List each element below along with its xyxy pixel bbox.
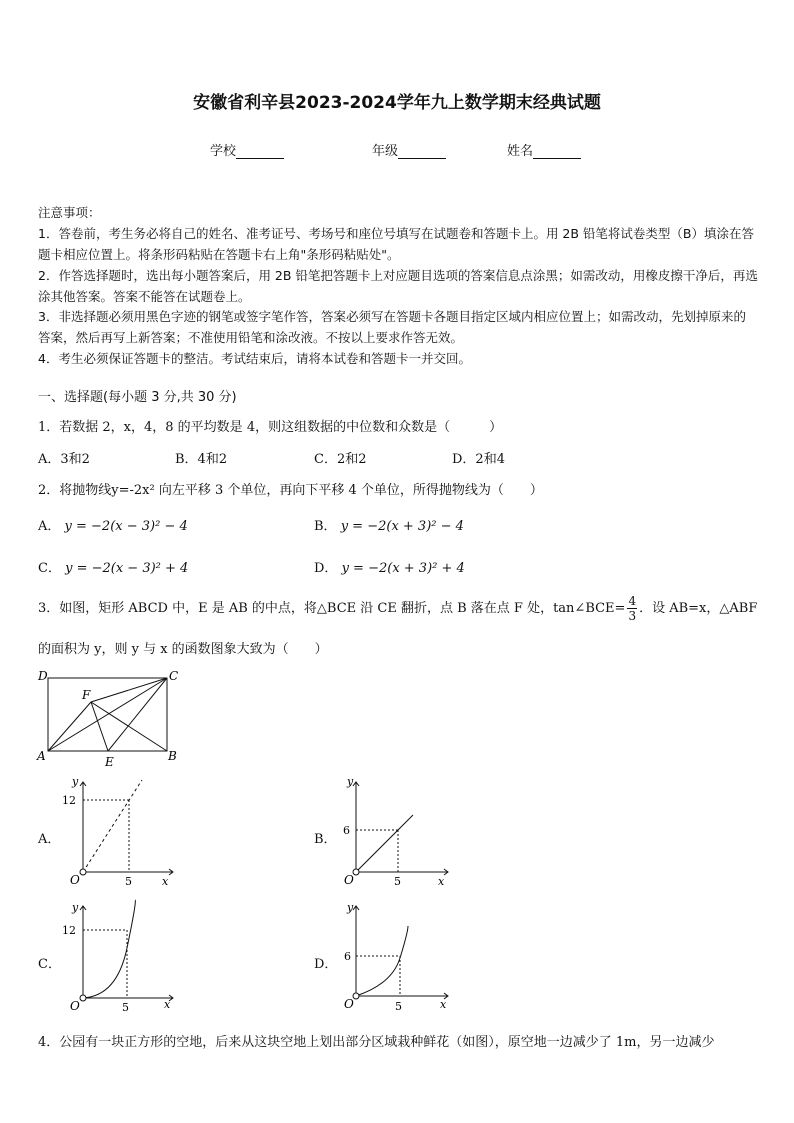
x-tick-label: 5 [394, 875, 401, 888]
x-tick-label: 5 [122, 1001, 129, 1014]
q1-stem: 1．若数据 2，x，4，8 的平均数是 4，则这组数据的中位数和众数是（ ） [38, 420, 503, 435]
label-f: F [82, 688, 91, 702]
y-tick-label: 12 [62, 794, 76, 807]
q3-option-b-label: B． [314, 832, 337, 847]
q3-option-d-label: D． [314, 957, 338, 972]
y-tick-label: 6 [344, 950, 351, 963]
label-c: C [169, 669, 179, 683]
section-heading: 一、选择题(每小题 3 分,共 30 分) [38, 390, 237, 405]
q3-option-c-label: C． [38, 957, 61, 972]
q2-option-b: B． y = −2(x + 3)² − 4 [314, 519, 464, 534]
axis-x-label: x [438, 875, 445, 888]
origin-label: O [70, 999, 80, 1013]
origin-label: O [344, 997, 354, 1011]
q2-stem: 2．将抛物线y=-2x² 向左平移 3 个单位，再向下平移 4 个单位，所得抛物线为（ ） [38, 483, 543, 498]
grade-field: 年级 [372, 140, 446, 159]
y-tick-label: 12 [62, 924, 76, 937]
q2-option-d: D． y = −2(x + 3)² + 4 [314, 561, 465, 576]
notice-item-4: 4．考生必须保证答题卡的整洁。考试结束后，请将本试卷和答题卡一并交回。 [38, 351, 471, 366]
origin-label: O [344, 873, 354, 887]
notice-item-2: 2．作答选择题时，选出每小题答案后，用 2B 铅笔把答题卡上对应题目选项的答案信息点涂黑；如需改动，用橡皮擦干净后，再选涂其他答案。答案不能答在试题卷上。 [38, 268, 758, 304]
q3-option-a-graph [55, 772, 185, 890]
q1-option-b: B．4和2 [175, 452, 228, 467]
x-tick-label: 5 [395, 1000, 402, 1013]
x-tick-label: 5 [125, 875, 132, 888]
q3-rectangle-figure [34, 666, 184, 770]
notice-item-3: 3．非选择题必须用黑色字迹的钢笔或签字笔作答，答案必须写在答题卡各题目指定区域内相应位置上；如需改动，先划掉原来的答案，然后再写上新答案；不准使用铅笔和涂改液。不按以上要求作答无效。 [38, 309, 746, 345]
q1-option-c: C．2和2 [314, 452, 367, 467]
q3-option-b-graph [330, 772, 460, 890]
axis-y-label: y [347, 901, 354, 914]
q4-stem: 4．公园有一块正方形的空地，后来从这块空地上划出部分区域栽种鲜花（如图），原空地一边减少了 1m，另一边减少 [38, 1035, 715, 1050]
page-title: 安徽省利辛县2023-2024学年九上数学期末经典试题 [193, 93, 601, 113]
q1-option-a: A．3和2 [38, 452, 90, 467]
q3-stem-line2: 的面积为 y，则 y 与 x 的函数图象大致为（ ） [38, 642, 328, 657]
axis-y-label: y [72, 901, 79, 914]
label-a: A [37, 749, 46, 763]
axis-x-label: x [164, 998, 171, 1011]
origin-label: O [70, 873, 80, 887]
q3-option-a-label: A． [38, 832, 61, 847]
q3-option-c-graph [55, 898, 185, 1014]
q2-option-a: A． y = −2(x − 3)² − 4 [38, 519, 188, 534]
notice-item-1: 1．答卷前，考生务必将自己的姓名、准考证号、考场号和座位号填写在试题卷和答题卡上。用 2B 铅笔将试卷类型（B）填涂在答题卡相应位置上。将条形码粘贴在答题卡右上角"条形码粘贴处"。 [38, 226, 755, 262]
q3-fraction: $\frac{4}{3}$ [628, 594, 637, 623]
label-b: B [168, 749, 177, 763]
axis-y-label: y [347, 775, 354, 788]
q3-stem: 3．如图，矩形 ABCD 中，E 是 AB 的中点，将△BCE 沿 CE 翻折，点 B 落在点 F 处，tan∠BCE= $\frac{4}{3}$ ．设 AB=x，△ABF [38, 594, 758, 623]
axis-x-label: x [162, 875, 169, 888]
q2-option-c: C． y = −2(x − 3)² + 4 [38, 561, 189, 576]
name-field: 姓名 [507, 140, 581, 159]
school-field: 学校 [210, 140, 284, 159]
notice-heading: 注意事项： [38, 205, 101, 220]
q3-option-d-graph [330, 898, 460, 1014]
label-e: E [105, 755, 114, 769]
axis-y-label: y [72, 775, 79, 788]
q1-option-d: D．2和4 [452, 452, 505, 467]
axis-x-label: x [440, 998, 447, 1011]
y-tick-label: 6 [343, 824, 350, 837]
label-d: D [38, 669, 48, 683]
